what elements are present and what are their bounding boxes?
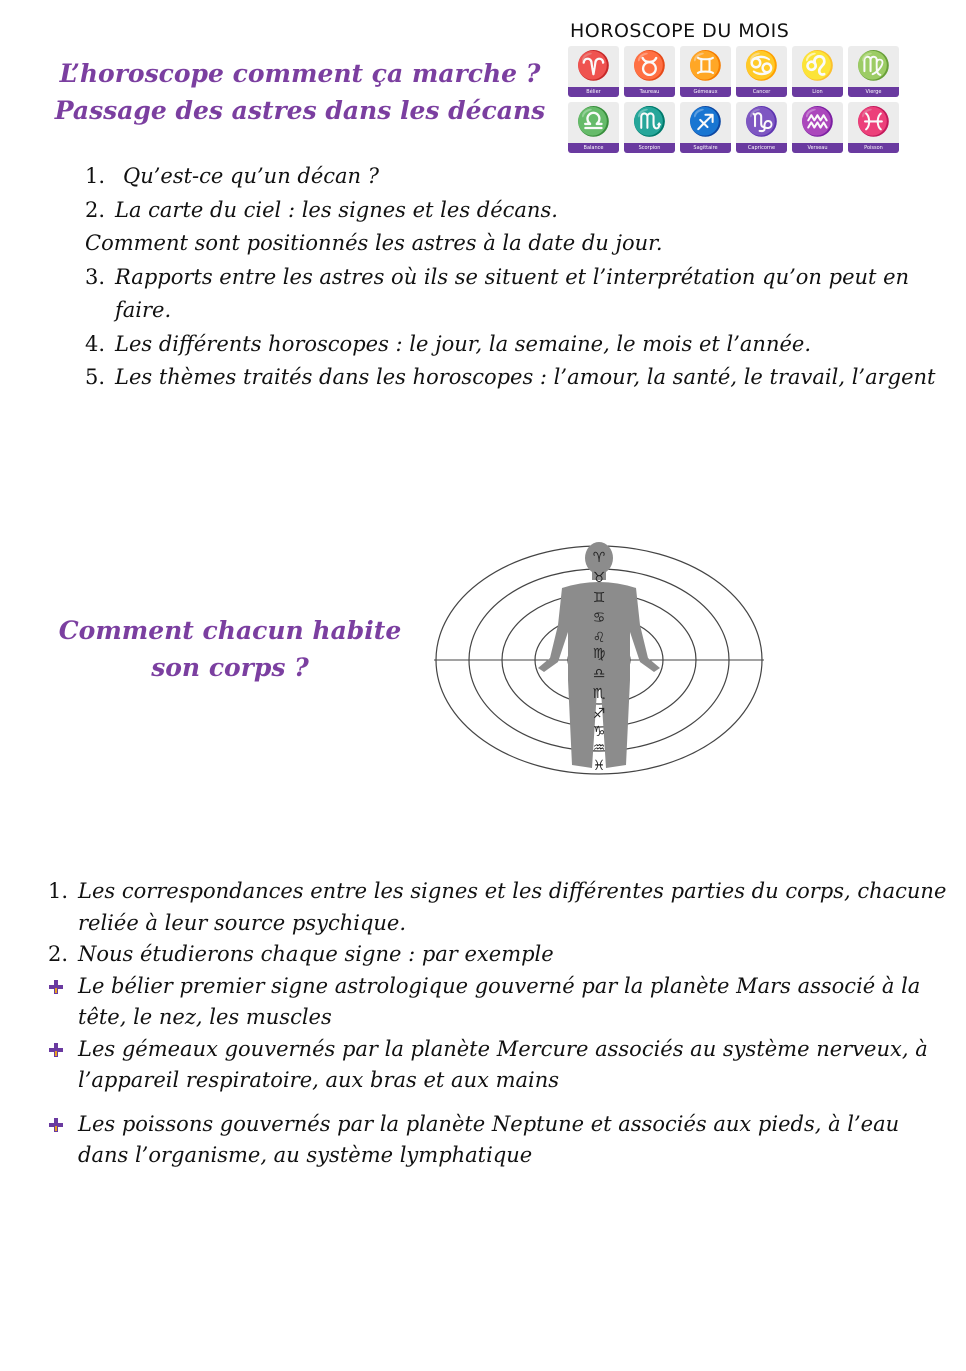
zodiac-sign-tile (624, 102, 675, 153)
list-item (85, 261, 955, 328)
aries-icon: ♈ (592, 550, 606, 566)
bullet-item (48, 1109, 953, 1172)
aquarius-icon: ♒ (592, 740, 606, 756)
zodiac-sign-label: Cancer (736, 87, 787, 97)
zodiac-sign-label: Lion (792, 87, 843, 97)
list-item-text: Les différents horoscopes : le jour, la semaine, le mois et l’année. (115, 331, 812, 356)
zodiac-sign-tile (848, 102, 899, 153)
gemini-icon: ♊ (688, 49, 723, 82)
pisces-icon: ♓ (592, 758, 606, 774)
list-item-text: Nous étudierons chaque signe : par exemple (78, 942, 554, 966)
list-item-text: Rapports entre les astres où ils se situent et l’interprétation qu’on peut en faire. (115, 264, 910, 322)
virgo-icon: ♍ (856, 49, 891, 82)
capricorn-icon: ♑ (744, 105, 779, 138)
cancer-icon: ♋ (592, 610, 606, 626)
sagittarius-icon: ♐ (688, 105, 723, 138)
list-number: 2. (48, 942, 69, 966)
zodiac-sign-label: Bélier (568, 87, 619, 97)
virgo-icon: ♍ (592, 646, 606, 662)
bullet-item-text: Le bélier premier signe astrologique gouverné par la planète Mars associé à la tête, le nez, les muscles (78, 973, 921, 1029)
zodiac-sign-tile (680, 102, 731, 153)
horoscope-box-title: HOROSCOPE DU MOIS (570, 20, 790, 42)
list-item (48, 876, 953, 939)
leo-icon: ♌ (800, 49, 835, 82)
leo-icon: ♌ (592, 630, 606, 646)
section-title (40, 612, 420, 686)
list-item (85, 194, 955, 228)
aries-icon: ♈ (576, 49, 611, 82)
bullet-item-text: Les poissons gouvernés par la planète Neptune et associés aux pieds, à l’eau dans l’organisme, au système lymphatique (78, 1111, 900, 1167)
list-number: 5. (85, 365, 106, 389)
zodiac-sign-tile (568, 102, 619, 153)
zodiac-sign-label: Gémeaux (680, 87, 731, 97)
list-number: 2. (85, 197, 106, 222)
zodiac-sign-label: Taureau (624, 87, 675, 97)
main-title-line2: Passage des astres dans les décans (54, 96, 546, 125)
topics-list (85, 160, 955, 395)
zodiac-sign-tile (624, 46, 675, 97)
section-title-line1: Comment chacun habite (58, 616, 402, 645)
zodiac-sign-tile (736, 46, 787, 97)
zodiac-sign-tile (736, 102, 787, 153)
zodiac-sign-tile (792, 102, 843, 153)
zodiac-sign-label: Vierge (848, 87, 899, 97)
body-signs-list (48, 876, 953, 1172)
list-number: 1. (85, 164, 106, 188)
zodiac-sign-label: Capricorne (736, 143, 787, 153)
gemini-icon: ♊ (592, 590, 606, 606)
cross-bullet-icon (48, 979, 64, 995)
list-item-text: Les correspondances entre les signes et les différentes parties du corps, chacune reliée à leur source psychique. (78, 879, 947, 935)
list-item-text: Les thèmes traités dans les horoscopes : l’amour, la santé, le travail, l’argent (115, 365, 936, 389)
bullet-item (48, 1034, 953, 1097)
zodiac-sign-label: Poisson (848, 143, 899, 153)
list-number: 3. (85, 264, 106, 289)
section-title-line2: son corps ? (151, 653, 309, 682)
zodiac-sign-label: Scorpion (624, 143, 675, 153)
list-item (85, 361, 955, 395)
zodiac-sign-tile (568, 46, 619, 97)
main-title-line1: L’horoscope comment ça marche ? (59, 59, 541, 88)
bullet-item-text: Les gémeaux gouvernés par la planète Mercure associés au système nerveux, à l’appareil respiratoire, aux bras et aux mains (78, 1036, 928, 1092)
list-item (85, 328, 955, 362)
zodiac-sign-tile (848, 46, 899, 97)
list-item (48, 939, 953, 971)
sagittarius-icon: ♐ (592, 706, 606, 722)
libra-icon: ♎ (576, 105, 611, 138)
horoscope-box (568, 20, 908, 153)
scorpio-icon: ♏ (632, 105, 667, 138)
zodiac-sign-tile (792, 46, 843, 97)
aquarius-icon: ♒ (800, 105, 835, 138)
zodiac-sign-label: Verseau (792, 143, 843, 153)
zodiac-sign-tile (680, 46, 731, 97)
cross-bullet-icon (48, 1117, 64, 1133)
cancer-icon: ♋ (744, 49, 779, 82)
taurus-icon: ♉ (592, 570, 606, 586)
list-item-text: La carte du ciel : les signes et les décans. (115, 197, 558, 222)
zodiac-body-diagram (434, 540, 764, 775)
list-item (85, 160, 955, 194)
taurus-icon: ♉ (632, 49, 667, 82)
list-number: 4. (85, 331, 106, 356)
zodiac-sign-label: Sagittaire (680, 143, 731, 153)
list-number: 1. (48, 879, 69, 903)
pisces-icon: ♓ (856, 105, 891, 138)
list-item-continuation: Comment sont positionnés les astres à la date du jour. (85, 231, 663, 255)
zodiac-sign-grid (568, 46, 908, 153)
capricorn-icon: ♑ (592, 724, 606, 740)
list-item-text: Qu’est-ce qu’un décan ? (123, 164, 379, 188)
zodiac-sign-label: Balance (568, 143, 619, 153)
main-title (40, 55, 560, 129)
bullet-item (48, 971, 953, 1034)
cross-bullet-icon (48, 1042, 64, 1058)
libra-icon: ♎ (592, 666, 606, 682)
scorpio-icon: ♏ (592, 686, 606, 702)
